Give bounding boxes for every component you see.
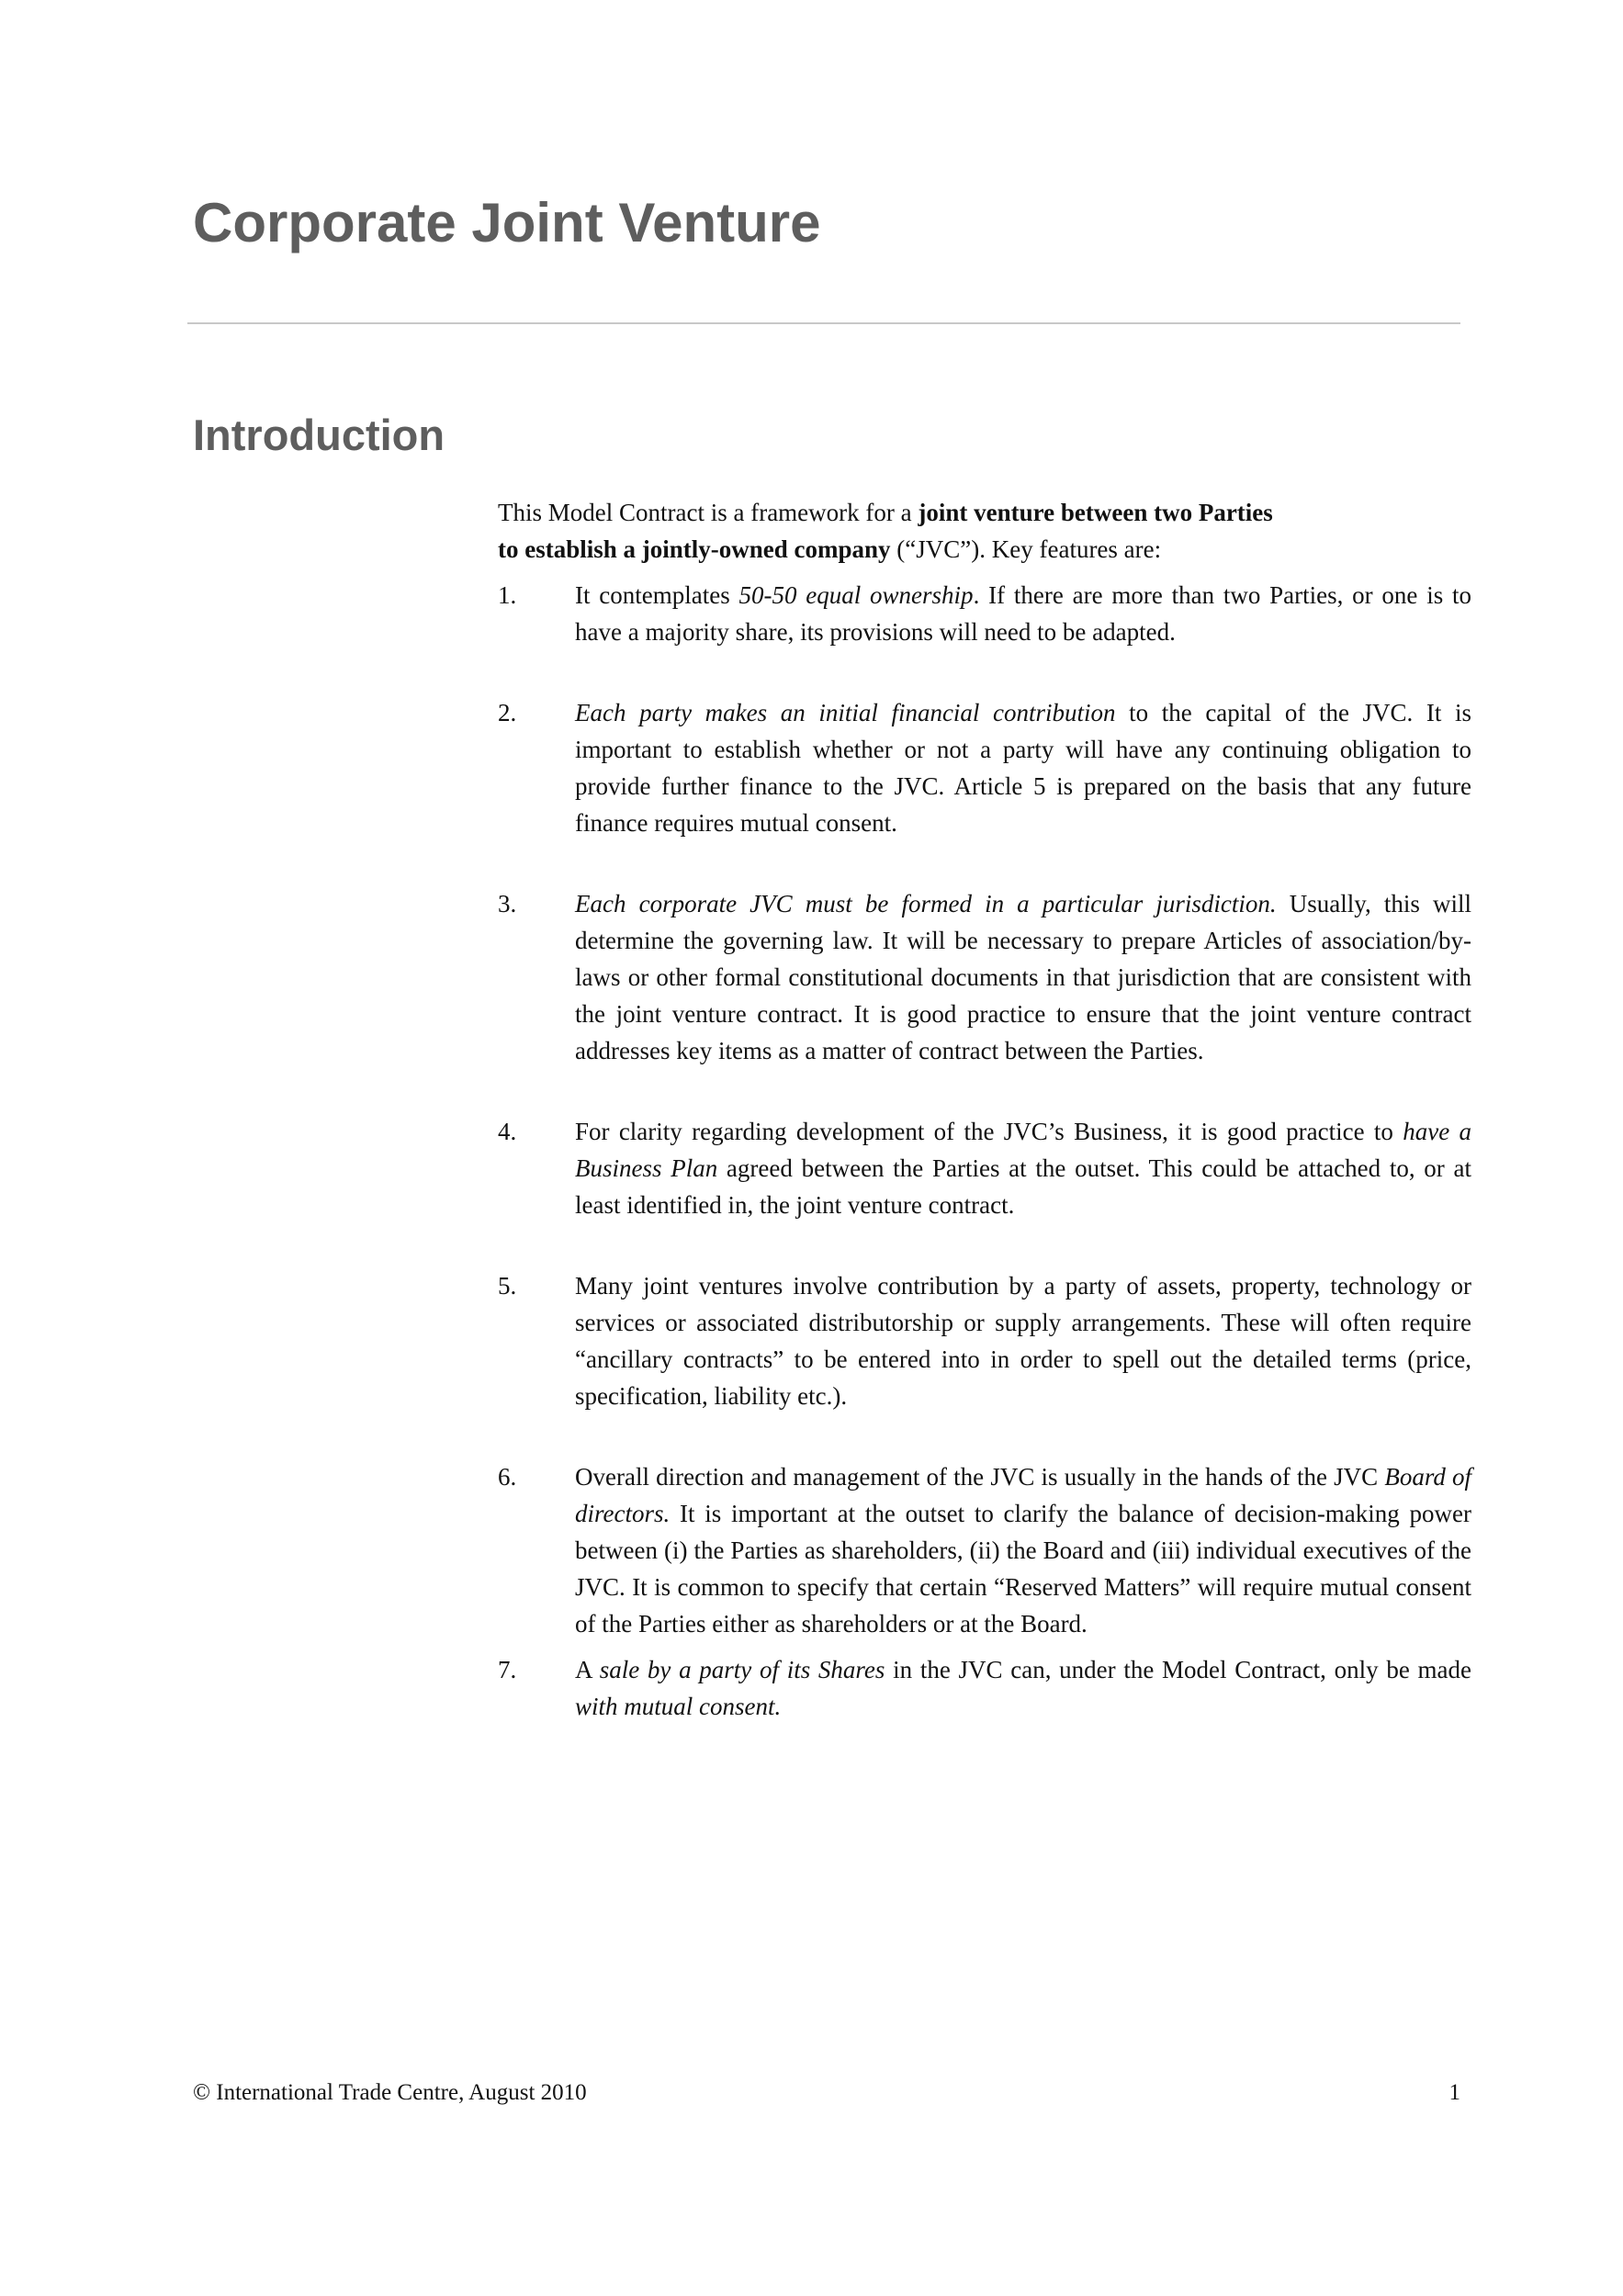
feature-number: 6. [498, 1463, 517, 1491]
feature-segment: It is important at the outset to clarify the balance of decision-making power between (i) the Parties as shareholders, (ii) the Board and (iii) individual executives of the JVC. It is common to specify that certain “Reserved Matters” will require mutual consent of the Parties either as shareholders or at the Board. [575, 1500, 1471, 1638]
feature-segment-italic: have a Business Plan [575, 1118, 1472, 1182]
feature-number: 4. [498, 1118, 517, 1145]
feature-segment-italic: Board of directors. [575, 1463, 1472, 1527]
feature-text [575, 1267, 1471, 1414]
feature-segment-italic: Each corporate JVC must be formed in a particular jurisdiction. [575, 890, 1277, 917]
feature-segment: . If there are more than two Parties, or one is to have a majority share, its provisions will need to be adapted. [575, 581, 1471, 646]
feature-segment: to the capital of the JVC. It is important to establish whether or not a party will have any continuing obligation to provide further finance to the JVC. Article 5 is prepared on the basis that any future finance requires mutual consent. [575, 699, 1472, 837]
title-divider [187, 322, 1460, 324]
feature-number: 1. [498, 581, 517, 609]
feature-item-6 [498, 1458, 1471, 1642]
feature-segment: Overall direction and management of the JVC is usually in the hands of the JVC [575, 1463, 1385, 1491]
feature-item-3 [498, 885, 1471, 1069]
intro-line-2 [498, 531, 1471, 568]
feature-segment: It contemplates [575, 581, 739, 609]
document-title: Corporate Joint Venture [193, 192, 821, 253]
feature-segment: agreed between the Parties at the outset. This could be attached to, or at least identified in, the joint venture contract. [575, 1154, 1471, 1219]
key-features-list [498, 577, 1471, 1725]
intro-text-after: (“JVC”). Key features are: [890, 535, 1162, 563]
feature-text [575, 885, 1471, 1069]
feature-item-1 [498, 577, 1471, 650]
feature-item-5 [498, 1267, 1471, 1414]
feature-text [575, 1113, 1471, 1223]
footer-page-number: 1 [1448, 2080, 1460, 2105]
feature-segment: For clarity regarding development of the JVC’s Business, it is good practice to [575, 1118, 1403, 1145]
feature-item-4 [498, 1113, 1471, 1223]
feature-segment: Many joint ventures involve contribution by a party of assets, property, technology or services or associated distributorship or supply arrangements. These will often require “ancillary contracts” to be entered into in order to spell out the detailed terms (price, specification, liability etc.). [575, 1272, 1471, 1410]
feature-segment: Usually, this will determine the governing law. It will be necessary to prepare Articles of association/by-laws or other formal constitutional documents in that jurisdiction that are consistent with the joint venture contract. It is good practice to ensure that the joint venture contract addresses key items as a matter of contract between the Parties. [575, 890, 1471, 1064]
feature-item-7 [498, 1651, 1471, 1725]
feature-text [575, 1458, 1471, 1642]
feature-segment-italic: sale by a party of its Shares [599, 1656, 885, 1683]
feature-segment: A [575, 1656, 600, 1683]
feature-segment-italic: 50-50 equal ownership [738, 581, 974, 609]
footer-copyright: © International Trade Centre, August 2010 [193, 2080, 587, 2105]
intro-line-1 [498, 494, 1471, 531]
feature-text [575, 694, 1471, 841]
feature-text [575, 1651, 1471, 1725]
feature-item-2 [498, 694, 1471, 841]
intro-text-before: This Model Contract is a framework for a [498, 499, 919, 526]
intro-bold-line-2: to establish a jointly-owned company [498, 535, 891, 563]
intro-paragraph [498, 494, 1471, 568]
introduction-body [498, 494, 1471, 1734]
feature-number: 2. [498, 699, 517, 726]
feature-number: 7. [498, 1656, 517, 1683]
feature-segment-italic: Each party makes an initial financial contribution [575, 699, 1116, 726]
feature-segment: in the JVC can, under the Model Contract, only be made [885, 1656, 1471, 1683]
feature-text [575, 577, 1471, 650]
section-heading-introduction: Introduction [193, 411, 445, 459]
feature-segment-italic: with mutual consent. [575, 1693, 782, 1720]
intro-bold-line-1: joint venture between two Parties [918, 499, 1273, 526]
feature-number: 3. [498, 890, 517, 917]
feature-number: 5. [498, 1272, 517, 1300]
